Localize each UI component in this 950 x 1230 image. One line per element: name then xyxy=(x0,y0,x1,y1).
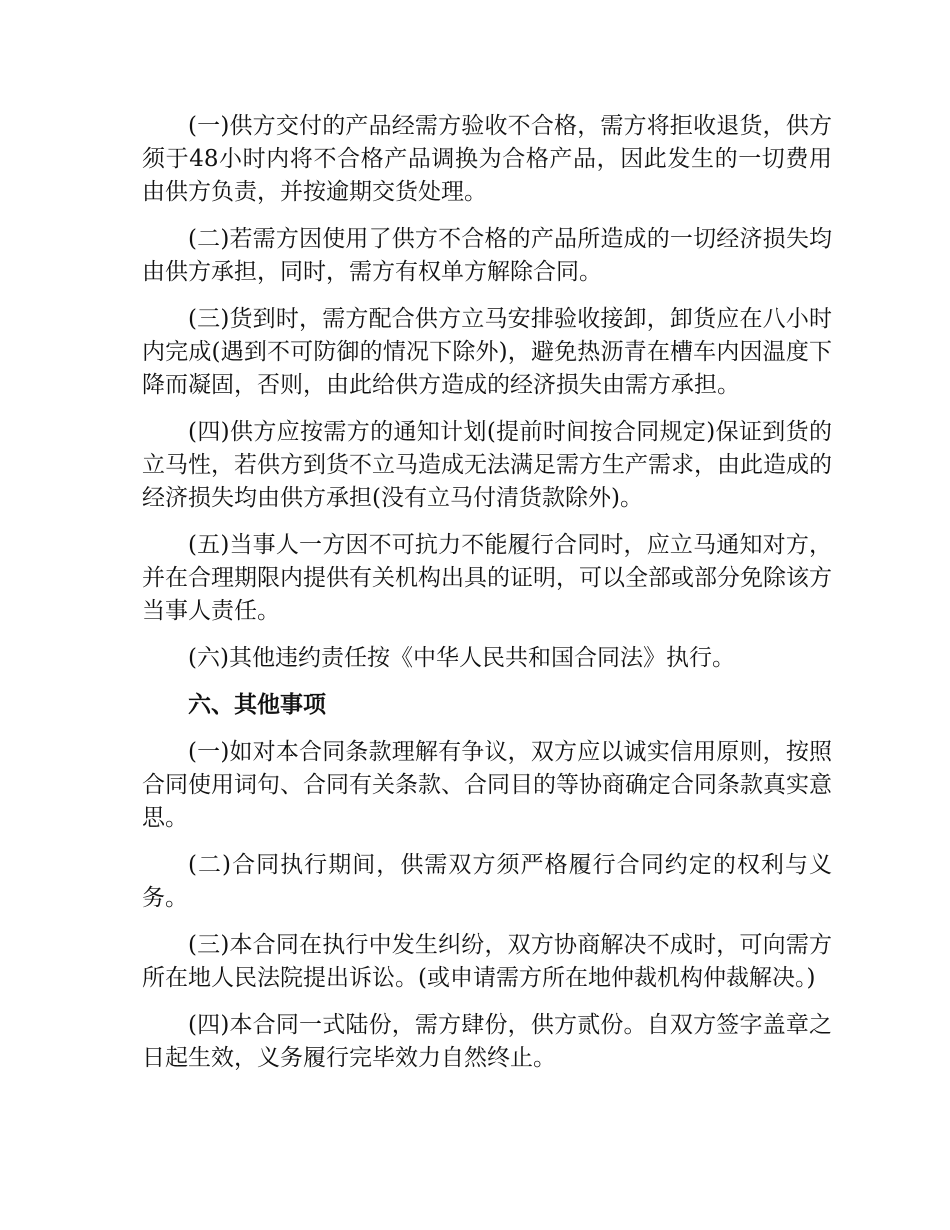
clause-paragraph: (一)供方交付的产品经需方验收不合格，需方将拒收退货，供方须于48小时内将不合格产品调换为合格产品，因此发生的一切费用由供方负责，并按逾期交货处理。 xyxy=(142,113,832,205)
clause-paragraph: (四)供方应按需方的通知计划(提前时间按合同规定)保证到货的立马性，若供方到货不立马造成无法满足需方生产需求，由此造成的经济损失均由供方承担(没有立马付清货款除外)。 xyxy=(142,419,832,511)
clause-paragraph: (一)如对本合同条款理解有争议，双方应以诚实信用原则，按照合同使用词句、合同有关条款、合同目的等协商确定合同条款真实意思。 xyxy=(142,739,832,831)
clause-paragraph: (二)若需方因使用了供方不合格的产品所造成的一切经济损失均由供方承担，同时，需方有权单方解除合同。 xyxy=(142,226,832,285)
clause-paragraph: (四)本合同一式陆份，需方肆份，供方贰份。自双方签字盖章之日起生效，义务履行完毕效力自然终止。 xyxy=(142,1012,832,1071)
section-heading: 六、其他事项 xyxy=(188,692,326,718)
clause-paragraph: (五)当事人一方因不可抗力不能履行合同时，应立马通知对方，并在合理期限内提供有关机构出具的证明，可以全部或部分免除该方当事人责任。 xyxy=(142,532,832,624)
clause-paragraph: (二)合同执行期间，供需双方须严格履行合同约定的权利与义务。 xyxy=(142,852,832,911)
clause-paragraph: (三)本合同在执行中发生纠纷，双方协商解决不成时，可向需方所在地人民法院提出诉讼。(或申请需方所在地仲裁机构仲裁解决。) xyxy=(142,932,832,991)
clause-paragraph: (六)其他违约责任按《中华人民共和国合同法》执行。 xyxy=(188,645,735,671)
clause-paragraph: (三)货到时，需方配合供方立马安排验收接卸，卸货应在八小时内完成(遇到不可防御的情况下除外)，避免热沥青在槽车内因温度下降而凝固，否则，由此给供方造成的经济损失由需方承担。 xyxy=(142,306,832,398)
document-page xyxy=(142,110,832,1089)
